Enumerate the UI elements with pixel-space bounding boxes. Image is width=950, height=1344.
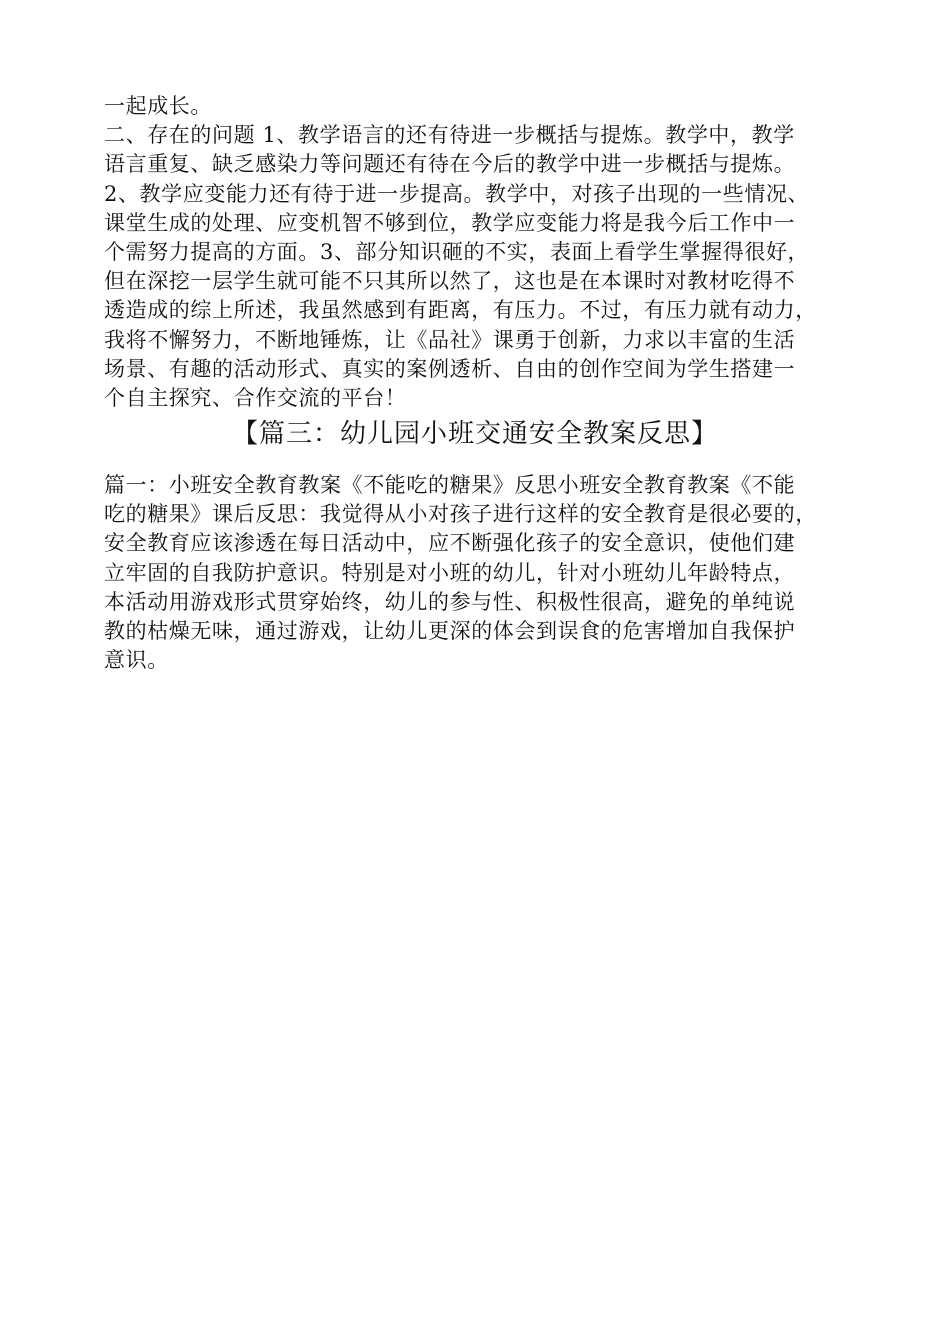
paragraph-line: 吃的糖果》课后反思：我觉得从小对孩子进行这样的安全教育是很必要的， — [104, 502, 817, 527]
paragraph-line: 但在深挖一层学生就可能不只其所以然了，这也是在本课时对教材吃得不 — [104, 269, 796, 294]
paragraph-line: 语言重复、缺乏感染力等问题还有待在今后的教学中进一步概括与提炼。 — [104, 152, 796, 177]
paragraph-line: 篇一：小班安全教育教案《不能吃的糖果》反思小班安全教育教案《不能 — [104, 473, 796, 498]
paragraph-line: 个自主探究、合作交流的平台！ — [104, 385, 407, 410]
paragraph-line: 透造成的综上所述，我虽然感到有距离，有压力。不过，有压力就有动力， — [104, 298, 817, 323]
section-heading: 【篇三：幼儿园小班交通安全教案反思】 — [231, 419, 718, 450]
paragraph-line: 课堂生成的处理、应变机智不够到位，教学应变能力将是我今后工作中一 — [104, 210, 796, 235]
document-body — [104, 92, 864, 675]
paragraph-line: 个需努力提高的方面。3、部分知识砸的不实，表面上看学生掌握得很好， — [104, 239, 810, 264]
paragraph-line: 意识。 — [104, 648, 169, 673]
paragraph-line: 我将不懈努力，不断地锤炼，让《品社》课勇于创新，力求以丰富的生活 — [104, 327, 796, 352]
paragraph-line: 一起成长。 — [104, 94, 212, 118]
paragraph-line: 场景、有趣的活动形式、真实的案例透析、自由的创作空间为学生搭建一 — [104, 356, 796, 381]
paragraph-line: 立牢固的自我防护意识。特别是对小班的幼儿，针对小班幼儿年龄特点， — [104, 560, 796, 585]
paragraph-line: 教的枯燥无味，通过游戏，让幼儿更深的体会到误食的危害增加自我保护 — [104, 619, 796, 643]
section-two-text — [104, 92, 864, 413]
paragraph-line: 二、存在的问题 1、教学语言的还有待进一步概括与提炼。教学中，教学 — [104, 123, 795, 148]
paragraph-line: 2、教学应变能力还有待于进一步提高。教学中，对孩子出现的一些情况、 — [104, 181, 810, 206]
paragraph-line: 安全教育应该渗透在每日活动中，应不断强化孩子的安全意识，使他们建 — [104, 531, 796, 556]
paragraph-line: 本活动用游戏形式贯穿始终，幼儿的参与性、积极性很高，避免的单纯说 — [104, 589, 796, 614]
section-three-text — [104, 471, 864, 675]
